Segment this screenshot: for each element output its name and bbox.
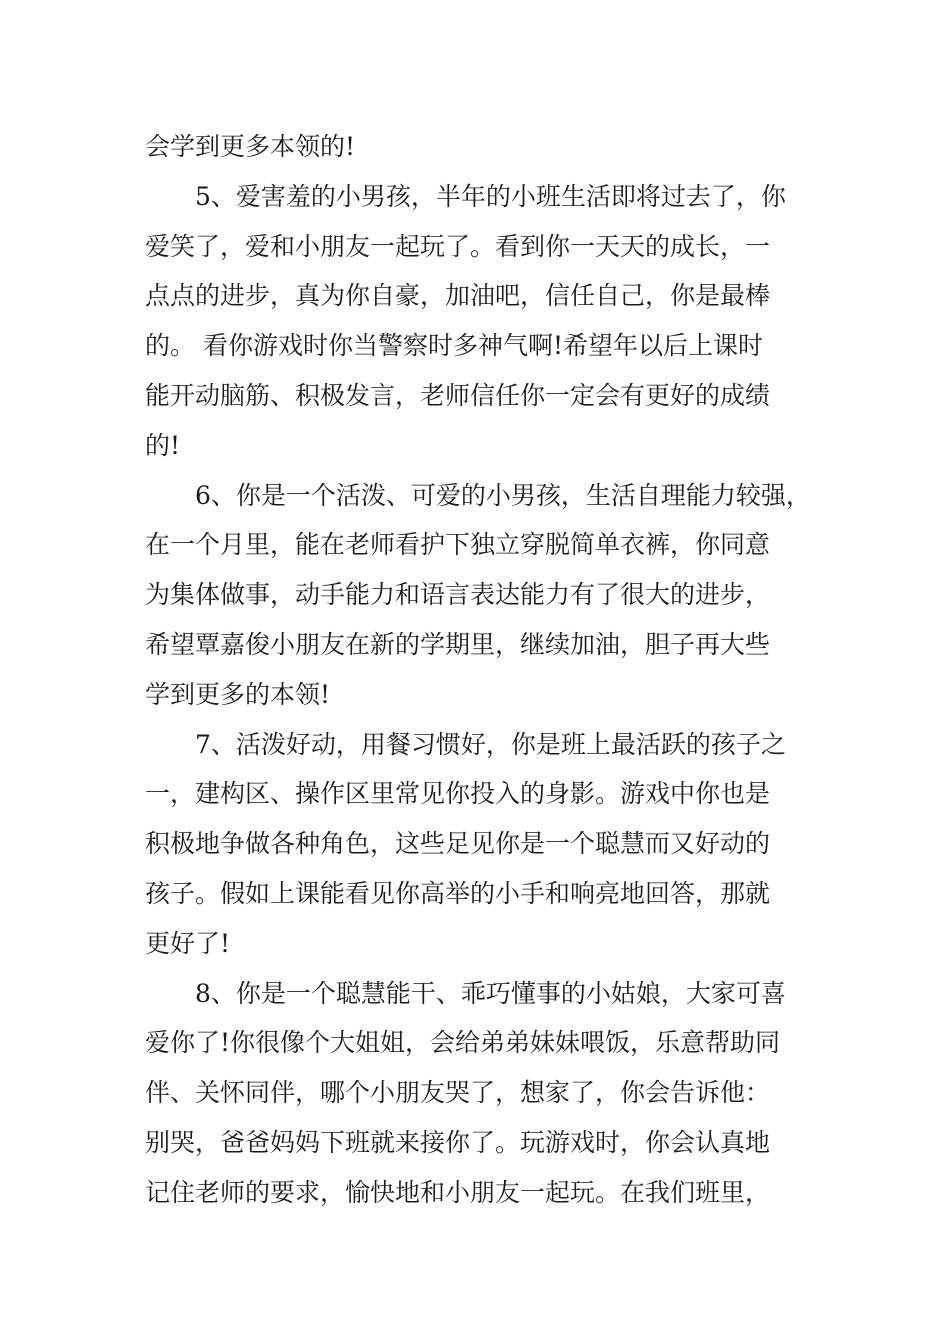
text-line: 的!	[145, 430, 181, 460]
text-line: 积极地争做各种角色，这些足见你是一个聪慧而又好动的	[145, 829, 771, 859]
paragraph-start-line: 7、活泼好动，用餐习惯好，你是班上最活跃的孩子之	[195, 729, 786, 759]
text-line: 别哭，爸爸妈妈下班就来接你了。玩游戏时，你会认真地	[145, 1127, 771, 1157]
paragraph-start-line: 6、你是一个活泼、可爱的小男孩，生活自理能力较强，	[195, 480, 811, 510]
text-line: 能开动脑筋、积极发言，老师信任你一定会有更好的成绩	[145, 380, 771, 410]
text-line: 为集体做事，动手能力和语言表达能力有了很大的进步，	[145, 580, 771, 610]
text-line: 更好了!	[145, 928, 231, 958]
text-line: 的。 看你游戏时你当警察时多神气啊!希望年以后上课时	[145, 331, 763, 361]
text-line: 孩子。假如上课能看见你高举的小手和响亮地回答，那就	[145, 878, 771, 908]
text-line: 会学到更多本领的!	[145, 132, 356, 161]
paragraph-start-line: 8、你是一个聪慧能干、乖巧懂事的小姑娘，大家可喜	[195, 978, 786, 1008]
text-line: 学到更多的本领!	[145, 679, 331, 709]
text-line: 爱你了!你很像个大姐姐，会给弟弟妹妹喂饭，乐意帮助同	[145, 1028, 781, 1058]
text-line: 点点的进步，真为你自豪，加油吧，信任自己，你是最棒	[145, 281, 771, 311]
document-body	[145, 122, 825, 1218]
text-line: 在一个月里，能在老师看护下独立穿脱简单衣裤，你同意	[145, 530, 771, 560]
text-line: 伴、关怀同伴，哪个小朋友哭了，想家了，你会告诉他：	[145, 1078, 771, 1108]
text-line: 一，建构区、操作区里常见你投入的身影。游戏中你也是	[145, 779, 771, 809]
text-line: 爱笑了，爱和小朋友一起玩了。看到你一天天的成长，一	[145, 231, 771, 261]
paragraph-start-line: 5、爱害羞的小男孩，半年的小班生活即将过去了，你	[195, 181, 786, 211]
text-line: 希望覃嘉俊小朋友在新的学期里，继续加油，胆子再大些	[145, 629, 771, 659]
text-line: 记住老师的要求，愉快地和小朋友一起玩。在我们班里，	[145, 1177, 771, 1207]
